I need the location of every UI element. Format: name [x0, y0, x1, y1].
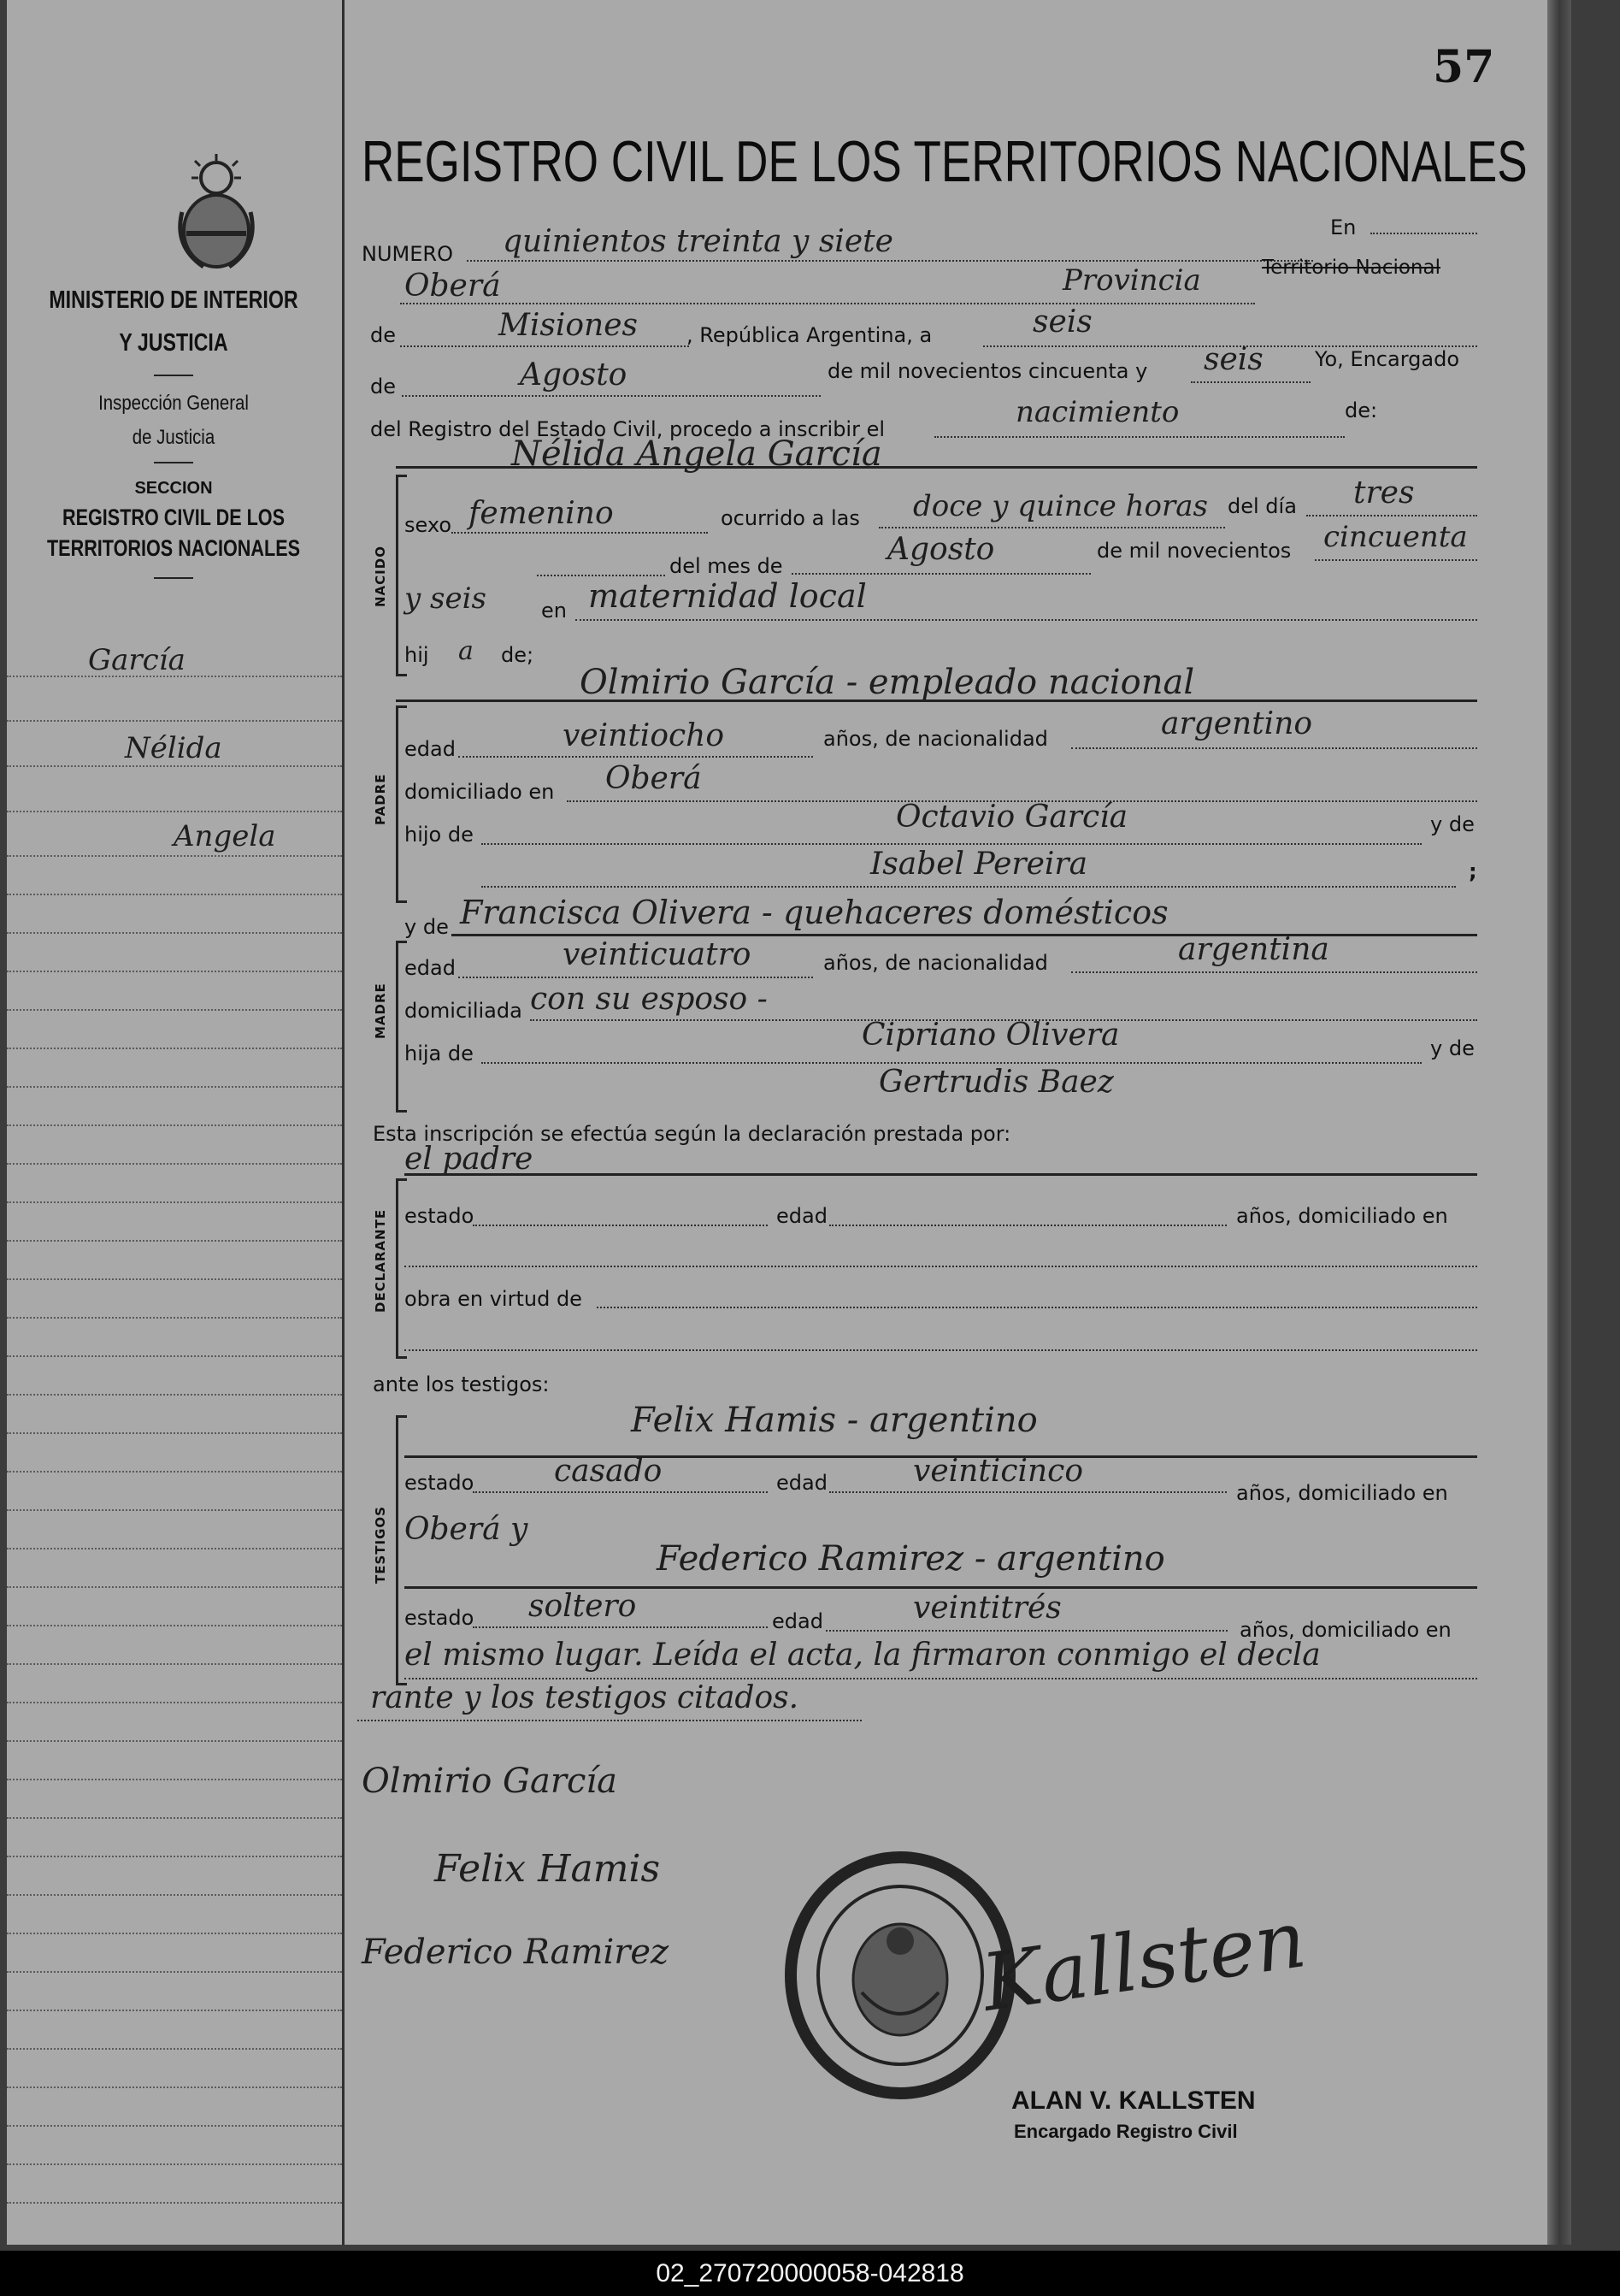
anio-value-2: y seis: [404, 581, 486, 616]
lugar-value: maternidad local: [588, 577, 867, 615]
padre-dom-line: [567, 773, 1477, 802]
register-page: [7, 0, 1571, 2245]
divider: [154, 577, 193, 579]
w1-anios-label: años, domiciliado en: [1236, 1481, 1448, 1505]
de2-label: de:: [1345, 398, 1378, 422]
mes-pre-line: [537, 549, 665, 576]
signature-witness1: Felix Hamis: [434, 1847, 661, 1891]
index-name-1: Nélida: [125, 731, 222, 765]
section-label: SECCION: [134, 479, 213, 498]
hour-value: doce y quince horas: [913, 489, 1208, 523]
hij-de-label: de;: [501, 643, 534, 667]
padre-nac-label: años, de nacionalidad: [823, 727, 1048, 751]
official-title: Encargado Registro Civil: [1014, 2121, 1238, 2142]
hija-de-label: hija de: [404, 1042, 474, 1065]
hijo-de-label: hijo de: [404, 823, 474, 847]
inspection-label: Inspección General: [98, 392, 249, 415]
declarante-section-label: DECLARANTE: [373, 1208, 388, 1313]
section-name-2: TERRITORIOS NACIONALES: [46, 535, 301, 561]
page-title: REGISTRO CIVIL DE LOS TERRITORIOS NACIONALES: [362, 129, 1528, 194]
obra-line-2: [404, 1324, 1477, 1351]
de-label-2: de: [370, 375, 396, 398]
madre-father-value: Cipriano Olivera: [862, 1018, 1120, 1053]
w1-edad-label: edad: [776, 1471, 828, 1495]
en-line: [1370, 207, 1477, 234]
w2-estado-label: estado: [404, 1606, 474, 1630]
page-number: 57: [1433, 41, 1495, 93]
madre-dom-value: con su esposo -: [530, 982, 768, 1017]
hij-suffix: a: [458, 636, 474, 666]
numero-value: quinientos treinta y siete: [503, 224, 893, 259]
book-spine: [1547, 0, 1571, 2245]
padre-section-label: PADRE: [373, 773, 388, 825]
day-value: seis: [1033, 304, 1093, 339]
coat-of-arms-icon: [169, 152, 263, 272]
territorio-label: Territorio Nacional: [1262, 257, 1440, 279]
padre-dom-label: domiciliado en: [404, 780, 555, 804]
w1-estado-label: estado: [404, 1471, 474, 1495]
month-value: Agosto: [520, 357, 627, 393]
nacido-section-label: NACIDO: [373, 546, 388, 607]
index-surname: García: [88, 643, 186, 677]
sexo-value: femenino: [468, 496, 614, 531]
yo-label: Yo, Encargado: [1315, 347, 1459, 371]
official-name: ALAN V. KALLSTEN: [1011, 2086, 1256, 2115]
padre-mother-value: Isabel Pereira: [870, 847, 1088, 882]
declarante-top-line: [404, 1173, 1477, 1176]
official-signature: Kallsten: [976, 1893, 1311, 2029]
testigos-section-label: TESTIGOS: [373, 1506, 388, 1584]
declarante-intro: Esta inscripción se efectúa según la declaración prestada por:: [373, 1122, 1011, 1146]
w2-edad-value: veintitrés: [913, 1591, 1062, 1626]
dia-label: del día: [1228, 494, 1297, 518]
signature-declarant: Olmirio García: [362, 1762, 617, 1801]
anio-value: cincuenta: [1323, 520, 1468, 554]
padre-nac-value: argentino: [1161, 706, 1313, 741]
closing-text-2: rante y los testigos citados.: [370, 1680, 799, 1715]
padre-bracket: [396, 705, 407, 903]
ministry-title: MINISTERIO DE INTERIOR: [49, 286, 298, 314]
w2-edad-label: edad: [772, 1609, 823, 1633]
place-value: Oberá: [404, 269, 501, 304]
ocurrido-label: ocurrido a las: [721, 506, 860, 530]
provincia-value: Provincia: [1063, 263, 1201, 298]
signature-witness2: Federico Ramirez: [362, 1933, 669, 1972]
declarante-dom-line: [404, 1240, 1477, 1267]
w2-anios-label: años, domiciliado en: [1240, 1618, 1452, 1642]
padre-yde-label: y de: [1430, 812, 1475, 836]
father-name: Olmirio García - empleado nacional: [580, 663, 1195, 702]
child-name: Nélida Angela García: [511, 434, 882, 474]
madre-yde2-label: y de: [1430, 1036, 1475, 1060]
madre-edad-value: veinticuatro: [563, 937, 751, 972]
mes-label: del mes de: [669, 554, 783, 578]
witness1-name: Felix Hamis - argentino: [631, 1401, 1038, 1440]
w1-estado-value: casado: [554, 1454, 663, 1489]
territory-value: Misiones: [498, 308, 639, 343]
w1-edad-value: veinticinco: [913, 1454, 1084, 1489]
witness2-name: Federico Ramirez - argentino: [657, 1539, 1165, 1579]
w1-dom-value: Oberá y: [404, 1512, 528, 1547]
mil-label-2: de mil novecientos: [1097, 539, 1292, 563]
mes-value: Agosto: [887, 532, 995, 567]
sexo-label: sexo: [404, 513, 451, 537]
declarante-anios-label: años, domiciliado en: [1236, 1204, 1448, 1228]
padre-dom-value: Oberá: [605, 761, 702, 796]
divider: [154, 462, 193, 463]
declarante-edad-label: edad: [776, 1204, 828, 1228]
numero-label: NUMERO: [362, 242, 453, 266]
en-label: En: [1330, 215, 1357, 239]
de-label: de: [370, 323, 396, 347]
padre-edad-label: edad: [404, 737, 456, 761]
mother-name: Francisca Olivera - quehaceres domésticos: [460, 894, 1169, 931]
dia-value: tres: [1353, 475, 1415, 511]
madre-edad-label: edad: [404, 956, 456, 980]
republica-label: , República Argentina, a: [686, 323, 933, 347]
mil-label: de mil novecientos cincuenta y: [828, 359, 1148, 383]
madre-nac-value: argentina: [1178, 932, 1329, 967]
declarante-estado-line: [473, 1199, 768, 1226]
declarante-value: el padre: [404, 1142, 533, 1177]
ministry-title-2: Y JUSTICIA: [119, 329, 228, 357]
padre-father-value: Octavio García: [896, 800, 1128, 835]
semicolon: ;: [1469, 859, 1477, 883]
declarante-edad-line: [829, 1199, 1227, 1226]
hij-label: hij: [404, 643, 429, 667]
padre-edad-value: veintiocho: [563, 718, 725, 753]
index-name-2: Angela: [174, 819, 276, 853]
closing-text-1: el mismo lugar. Leída el acta, la firmaron conmigo el decla: [404, 1638, 1321, 1673]
divider: [154, 375, 193, 376]
w2-estado-value: soltero: [528, 1589, 637, 1624]
margin-column: [7, 0, 345, 2245]
registro-label: del Registro del Estado Civil, procedo a inscribir el: [370, 417, 886, 441]
madre-yde-label: y de: [404, 915, 449, 939]
declarante-estado-label: estado: [404, 1204, 474, 1228]
obra-line: [597, 1281, 1477, 1308]
inspection-label-2: de Justicia: [132, 426, 215, 449]
madre-dom-label: domiciliada: [404, 999, 522, 1023]
en-label-2: en: [541, 599, 567, 623]
madre-section-label: MADRE: [373, 983, 388, 1039]
image-id-footer: 02_270720000058-042818: [0, 2251, 1620, 2296]
year-value: seis: [1204, 342, 1264, 377]
madre-mother-value: Gertrudis Baez: [879, 1065, 1114, 1100]
testigos-intro: ante los testigos:: [373, 1372, 550, 1396]
act-value: nacimiento: [1016, 395, 1180, 429]
section-name: REGISTRO CIVIL DE LOS: [62, 505, 286, 530]
obra-label: obra en virtud de: [404, 1287, 582, 1311]
madre-nac-label: años, de nacionalidad: [823, 951, 1048, 975]
